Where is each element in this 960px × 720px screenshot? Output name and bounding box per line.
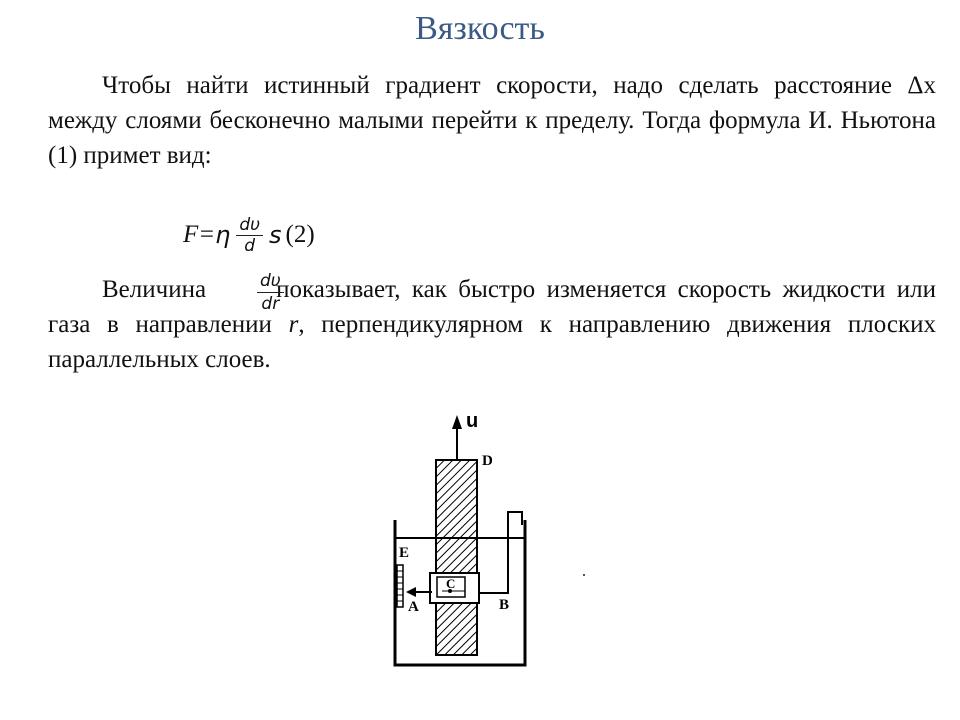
inline-fraction: [257, 270, 284, 315]
label-e: E: [399, 545, 410, 561]
paragraph-intro: Чтобы найти истинный градиент скорости, надо сделать расстояние Δx между слоями бесконечно малыми перейти к пределу. Тогда формула И. Ньютона (1) примет вид:: [48, 72, 936, 169]
viscosity-apparatus-diagram: [380, 405, 600, 675]
stray-dot: [583, 574, 585, 576]
formula-newton: [183, 205, 315, 265]
page-title: Вязкость: [415, 10, 545, 47]
formula-fraction-numerator: dυ: [236, 215, 263, 236]
label-u: u: [466, 410, 479, 432]
paragraph-gradient-word: Величина: [102, 276, 207, 303]
formula-number: (2): [285, 221, 315, 248]
label-a: A: [408, 599, 419, 615]
force-arrow-head: [406, 587, 416, 597]
formula-eta: η: [215, 221, 231, 249]
paragraph-gradient-text-a: показывает, как быстро изменяется скорость жидкости или газа в направлении: [48, 276, 936, 338]
paragraph-gradient-text-b: , перпендикулярном к направлению движения плоских параллельных слоев.: [48, 311, 936, 373]
formula-fraction-denominator: d: [244, 235, 256, 256]
label-c: C: [446, 576, 456, 591]
formula-s: s: [269, 221, 282, 249]
label-b: B: [499, 597, 510, 613]
formula-fraction: [236, 215, 263, 256]
formula-lhs: F=: [183, 221, 216, 248]
inline-fraction-denominator: dr: [261, 294, 280, 314]
inline-fraction-numerator: dυ: [257, 270, 284, 293]
paragraph-gradient: [48, 272, 936, 377]
plate-d: [436, 460, 477, 655]
velocity-arrow-head: [452, 415, 462, 429]
wire-b: [477, 512, 522, 593]
paragraph-gradient-r: r: [288, 311, 299, 338]
label-d: D: [482, 453, 493, 469]
